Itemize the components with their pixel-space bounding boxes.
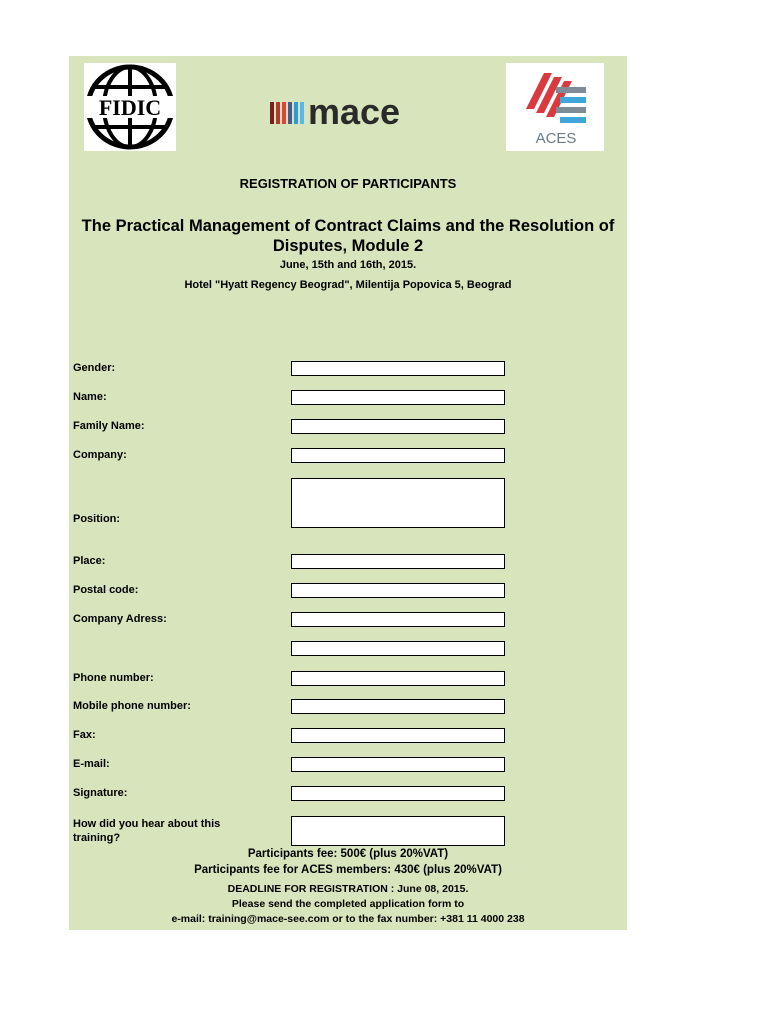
contact-info: e-mail: training@mace-see.com or to the fax number: +381 11 4000 238 bbox=[171, 913, 525, 925]
place-field[interactable] bbox=[291, 554, 505, 569]
position-label: Position: bbox=[73, 513, 121, 525]
company-address-field-2[interactable] bbox=[291, 641, 505, 656]
course-venue: Hotel "Hyatt Regency Beograd", Milentija Popovica 5, Beograd bbox=[184, 279, 512, 291]
email-field[interactable] bbox=[291, 757, 505, 772]
fidic-logo-text: FIDIC bbox=[98, 95, 162, 120]
signature-field[interactable] bbox=[291, 786, 505, 801]
name-field[interactable] bbox=[291, 390, 505, 405]
fidic-logo bbox=[84, 63, 176, 151]
fax-field[interactable] bbox=[291, 728, 505, 743]
family-name-label: Family Name: bbox=[73, 420, 145, 432]
phone-label: Phone number: bbox=[73, 672, 154, 684]
fax-label: Fax: bbox=[73, 729, 96, 741]
name-label: Name: bbox=[73, 391, 107, 403]
mace-logo bbox=[270, 92, 470, 128]
position-field[interactable] bbox=[291, 478, 505, 528]
mace-logo-text: mace bbox=[308, 92, 401, 128]
globe-icon bbox=[84, 63, 176, 151]
participants-fee-aces: Participants fee for ACES members: 430€ (plus 20%VAT) bbox=[194, 864, 502, 876]
course-title: The Practical Management of Contract Claims and the Resolution of Disputes, Module 2 bbox=[81, 217, 615, 255]
signature-label: Signature: bbox=[73, 787, 128, 799]
place-label: Place: bbox=[73, 555, 106, 567]
mobile-field[interactable] bbox=[291, 699, 505, 714]
postal-code-field[interactable] bbox=[291, 583, 505, 598]
heard-label-line2: training? bbox=[73, 832, 121, 844]
mobile-label: Mobile phone number: bbox=[73, 700, 191, 712]
registration-deadline: DEADLINE FOR REGISTRATION : June 08, 2015. bbox=[227, 883, 469, 895]
postal-code-label: Postal code: bbox=[73, 584, 139, 596]
company-address-label: Company Adress: bbox=[73, 613, 167, 625]
company-label: Company: bbox=[73, 449, 127, 461]
family-name-field[interactable] bbox=[291, 419, 505, 434]
registration-title: REGISTRATION OF PARTICIPANTS bbox=[239, 176, 457, 191]
send-instruction: Please send the completed application form to bbox=[231, 898, 465, 910]
email-label: E-mail: bbox=[73, 758, 110, 770]
heard-field[interactable] bbox=[291, 816, 505, 846]
aces-logo bbox=[506, 63, 604, 151]
course-date: June, 15th and 16th, 2015. bbox=[279, 259, 417, 271]
company-address-field[interactable] bbox=[291, 612, 505, 627]
heard-label-line1: How did you hear about this bbox=[73, 818, 221, 830]
participants-fee: Participants fee: 500€ (plus 20%VAT) bbox=[247, 848, 449, 860]
gender-field[interactable] bbox=[291, 361, 505, 376]
company-field[interactable] bbox=[291, 448, 505, 463]
phone-field[interactable] bbox=[291, 671, 505, 686]
aces-logo-text: ACES bbox=[535, 130, 577, 147]
gender-label: Gender: bbox=[73, 362, 116, 374]
